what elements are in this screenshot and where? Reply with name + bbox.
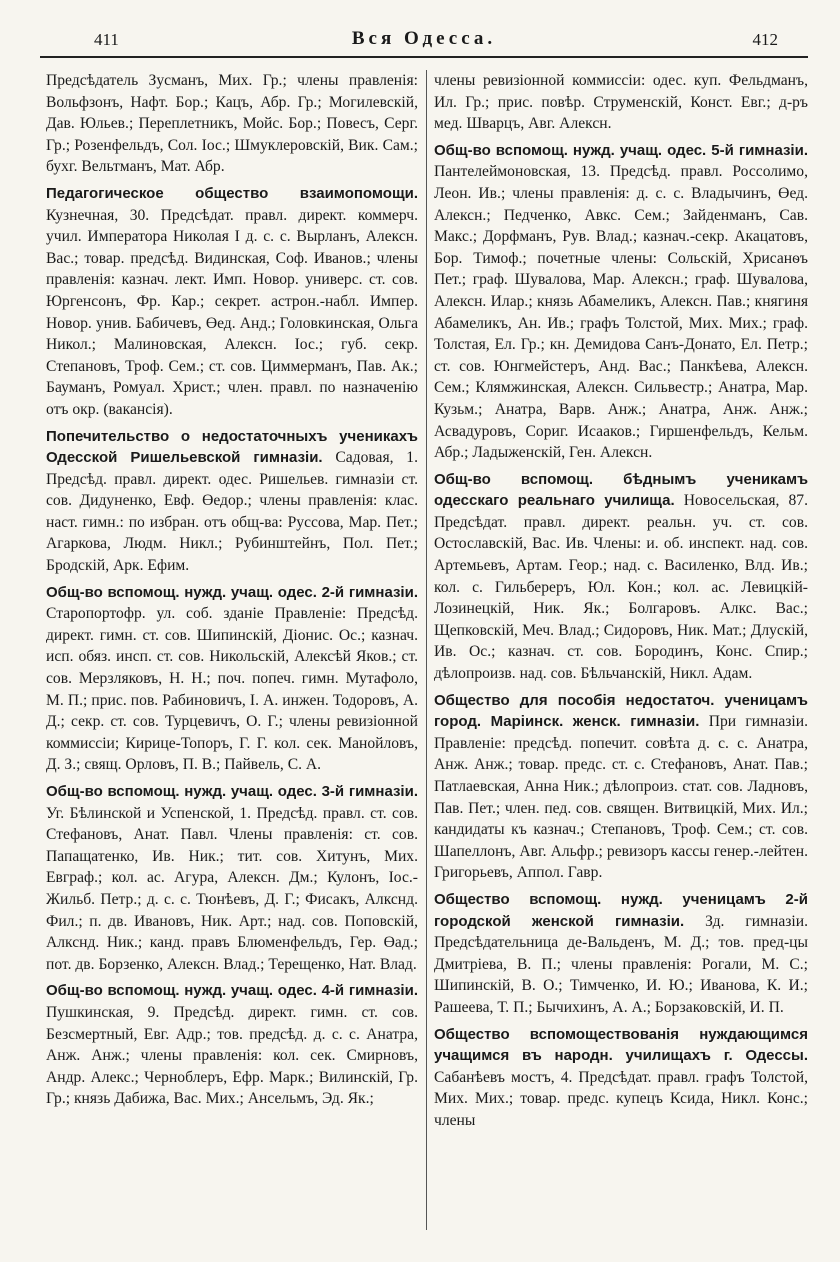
running-title: Вся Одесса. xyxy=(351,28,497,49)
entry-heading: Общество вспомоществованія нуждающимся учащимся въ народн. училищахъ г. Одессы. xyxy=(434,1025,808,1065)
entry-text: При гимназіи. Правленіе: предсѣд. попечит. совѣта д. с. с. Анатра, Анж. Анж.; товар. предс. ст. с. Стефановъ, Анат. Пав.; Патлаевская, Анна Ник.; дѣлопроиз. стат. сов. Ладновъ, Пав. Пет.; член. пед. сов. священ. Витвицкій, Мих. Ил.; кандидаты къ казнач.; Степановъ, Троф. Сем.; ст. сов. Шапеллонъ, Авг. Альфр.; ревизоръ кассы генер.-лейтен. Григорьевъ, Аппол. Гавр. xyxy=(434,713,808,882)
entry-text: Сабанѣевъ мостъ, 4. Предсѣдат. правл. графъ Толстой, Мих. Мих.; товар. предс. купецъ Ксида, Никл. Конс.; члены xyxy=(434,1068,808,1129)
entry-text: Кузнечная, 30. Предсѣдат. правл. директ. коммерч. учил. Императора Николая I д. с. с. Вырланъ, Алексн. Вас.; товар. предсѣд. Видинская, Соф. Иванов.; члены правленія: казнач. лект. Имп. Новор. универс. ст. сов. Юргенсонъ, Фр. Кар.; секрет. астрон.-набл. Импер. Новор. унив. Бабичевъ, Өед. Анд.; Головкинская, Ольга Никол.; Малиновская, Алексн. Іос.; губ. секр. Степановъ, Троф. Сем.; ст. сов. Циммерманъ, Пав. Ак.; Бауманъ, Ромуал. Христ.; член. правл. по назначенію отъ окр. (вакансія). xyxy=(46,206,418,418)
entry-text: Зд. гимназіи. Предсѣдательница де-Вальденъ, М. Д.; тов. пред-цы Дмитріева, В. П.; члены правленія: Рогали, М. С.; Шипинскій, В. О.; Тимченко, И. Ю.; Иванова, К. И.; Рашеева, Т. П.; Бычихинъ, А. А.; Борзаковскій, И. П. xyxy=(434,912,808,1016)
entry xyxy=(46,582,418,776)
entry-heading: Общество вспомощ. нужд. ученицамъ 2-й городской женской гимназіи. xyxy=(434,890,808,930)
entry-heading: Общество для пособія недостаточ. ученицамъ город. Маріинск. женск. гимназіи. xyxy=(434,691,808,731)
entry-heading: Общ-во вспомощ. нужд. учащ. одес. 3-й гимназіи. xyxy=(46,783,418,800)
entry xyxy=(46,183,418,421)
left-column xyxy=(46,70,418,1115)
page-number-right: 412 xyxy=(752,30,778,49)
entry xyxy=(434,1024,808,1132)
page-header xyxy=(40,26,808,58)
entry-text: Предсѣдатель Зусманъ, Мих. Гр.; члены правленія: Вольфзонъ, Нафт. Бор.; Кацъ, Абр. Гр.; Могилевскій, Дав. Юльев.; Переплетникъ, Мойс. Бор.; Повесъ, Серг. Гр.; Розенфельдъ, Сол. Іос.; Шмуклеровскій, Вик. Сам.; бухг. Вельтманъ, Мат. Абр. xyxy=(46,72,418,176)
right-column xyxy=(434,70,808,1137)
entry-heading: Общ-во вспомощ. бѣднымъ ученикамъ одесскаго реальнаго училища. xyxy=(434,470,808,510)
column-divider xyxy=(426,70,427,1230)
entry-heading: Общ-во вспомощ. нужд. учащ. одес. 5-й гимназіи. xyxy=(434,141,808,159)
page-number-left: 411 xyxy=(94,30,119,49)
entry-continuation xyxy=(46,70,418,178)
entry-text: Новосельская, 87. Предсѣдат. правл. директ. реальн. уч. ст. сов. Остославскій, Вас. Ив. Члены: и. об. инспект. над. сов. Артемьевъ, Артам. Геор.; над. с. Василенко, Влд. Ив.; кол. с. Гильбереръ, Юл. Кон.; кол. ас. Левицкій-Лозинецкій, Ник. Як.; Болгаровъ. Алкс. Вас.; Щепковскій, Меч. Влад.; Сидоровъ, Ник. Мат.; Длускій, Ив. Ос.; казнач. ст. сов. Бородинъ, Конс. Спир.; дѣлопроизв. над. сов. Бѣльчанскій, Никл. Адам. xyxy=(434,492,808,683)
entry-heading: Общ-во вспомощ. нужд. учащ. одес. 2-й гимназіи. xyxy=(46,583,418,601)
entry xyxy=(434,469,808,685)
entry xyxy=(434,889,808,1019)
entry xyxy=(46,426,418,577)
entry-text: Старопортофр. ул. соб. зданіе Правленіе: Предсѣд. директ. гимн. ст. сов. Шипинскій, Діонис. Ос.; казнач. исп. обяз. инсп. ст. сов. Никольскій, Алексѣй Яков.; ст. сов. Мерзляковъ, Н. Н.; поч. попеч. гимн. Мутафоло, М. П.; прис. пов. Рабиновичъ, І. А. инжен. Тодоровъ, А. Д.; секр. ст. сов. Турцевичъ, О. Г.; члены ревизіонной коммиссіи; Кирице-Топоръ, Г. Г. кол. сек. Манойловъ, Д. З.; свящ. Орловъ, П. В.; Пайвель, С. А. xyxy=(46,605,418,774)
entry-text: члены ревизіонной коммиссіи: одес. куп. Фельдманъ, Ил. Гр.; прис. повѣр. Струменскій, Конст. Евг.; д-ръ мед. Шварцъ, Авг. Алексн. xyxy=(434,72,808,133)
entry xyxy=(434,140,808,464)
entry xyxy=(46,980,418,1110)
entry-continuation xyxy=(434,70,808,135)
entry xyxy=(46,781,418,975)
entry-text: Пушкинская, 9. Предсѣд. директ. гимн. ст. сов. Безсмертный, Евг. Адр.; тов. предсѣд. д. с. с. Анатра, Анж. Анж.; члены правленія: кол. сек. Смирновъ, Андр. Алекс.; Черноблеръ, Ефр. Марк.; Вилинскій, Гр. Гр.; князь Дабижа, Вас. Мих.; Ансельмъ, Эд. Як.; xyxy=(46,1003,418,1108)
entry-text: Уг. Бѣлинской и Успенской, 1. Предсѣд. правл. ст. сов. Стефановъ, Анат. Павл. Члены правленія: ст. сов. Папащатенко, Ив. Ник.; тит. сов. Хитунъ, Мих. Евграф.; кол. ас. Агура, Алексн. Дм.; Кулонъ, Іос.-Жильб. Петр.; д. с. с. Тюнѣевъ, Д. Г.; Фисакъ, Алкснд. Фил.; п. дв. Ивановъ, Ник. Арт.; над. сов. Поповскій, Алкснд. Ник.; канд. правъ Блюменфельдъ, Гер. Өад.; пот. дв. Борзенко, Алексн. Влад.; Терещенко, Нат. Влад. xyxy=(46,804,418,973)
entry-text: Садовая, 1. Предсѣд. правл. директ. одес. Ришельев. гимназіи ст. сов. Дидуненко, Евф. Өедор.; члены правленія: клас. наст. гимн.: по избран. отъ общ-ва: Руссова, Мар. Пет.; Агаркова, Людм. Никл.; Рубинштейнъ, Пол. Пет.; Бродскій, Арк. Ефим. xyxy=(46,449,418,575)
entry-heading: Попечительство о недостаточныхъ ученикахъ Одесской Ришельевской гимназіи. xyxy=(46,427,418,467)
entry xyxy=(434,690,808,884)
entry-text: Пантелеймоновская, 13. Предсѣд. правл. Россолимо, Леон. Ив.; члены правленія: д. с. с. Владычинъ, Өед. Алексн.; Педченко, Авкс. Сем.; Зайденманъ, Сав. Макс.; Дорфманъ, Рув. Влад.; казнач.-секр. Акацатовъ, Бор. Тимоф.; почетные члены: Сольскій, Хрисанѳъ Пет.; граф. Шувалова, Мар. Алексн.; граф. Шувалова, Алексн. Илар.; князь Абамеликъ, Алексн. Пав.; княгиня Абамеликъ, Ан. Ив.; графъ Толстой, Мих. Мих.; граф. Толстая, Ел. Гр.; кн. Демидова Санъ-Донато, Ел. Петр.; ст. сов. Юнгмейстеръ, Анд. Вас.; Панкѣева, Алексн. Сем.; Клямжинская, Алексн. Сильвестр.; Анатра, Мар. Кузьм.; Анатра, Варв. Анж.; Анатра, Анж. Анж.; Асвадуровъ, Сориг. Исааков.; Гиршенфельдъ, Кельм. Абр.; Ладыженскій, Ген. Алексн. xyxy=(434,163,808,462)
entry-heading: Педагогическое общество взаимопомощи. xyxy=(46,184,418,202)
entry-heading: Общ-во вспомощ. нужд. учащ. одес. 4-й гимназіи. xyxy=(46,982,418,1000)
